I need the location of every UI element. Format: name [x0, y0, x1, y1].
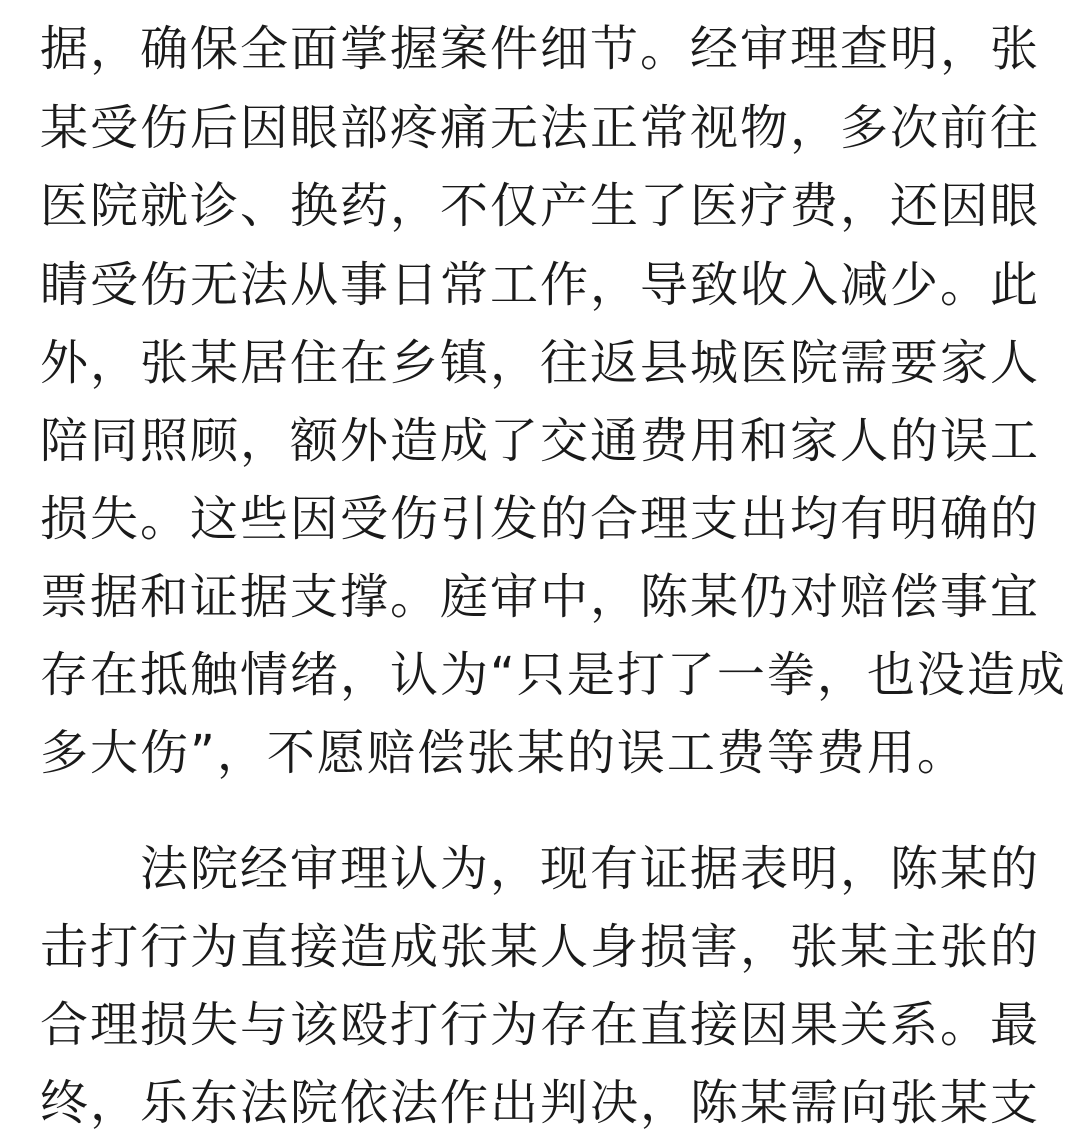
text-line: 损失。这些因受伤引发的合理支出均有明确的	[40, 491, 1041, 547]
text-line: 存在抵触情绪，认为“只是打了一拳，也没造成	[40, 647, 1067, 703]
text-line: 陪同照顾，额外造成了交通费用和家人的误工	[40, 413, 1041, 469]
text-line: 法院经审理认为，现有证据表明，陈某的	[140, 841, 1041, 897]
text-line: 某受伤后因眼部疼痛无法正常视物，多次前往	[40, 100, 1041, 156]
text-line: 睛受伤无法从事日常工作，导致收入减少。此	[40, 257, 1041, 313]
text-line: 击打行为直接造成张某人身损害，张某主张的	[40, 919, 1041, 975]
text-line: 外，张某居住在乡镇，往返县城医院需要家人	[40, 335, 1041, 391]
text-line: 多大伤”，不愿赔偿张某的误工费等费用。	[40, 725, 967, 781]
text-line: 合理损失与该殴打行为存在直接因果关系。最	[40, 997, 1041, 1053]
text-line: 医院就诊、换药，不仅产生了医疗费，还因眼	[40, 178, 1041, 234]
text-line: 据，确保全面掌握案件细节。经审理查明，张	[40, 21, 1041, 77]
text-line: 票据和证据支撑。庭审中，陈某仍对赔偿事宜	[40, 569, 1041, 625]
text-line: 终，乐东法院依法作出判决，陈某需向张某支	[40, 1075, 1041, 1131]
